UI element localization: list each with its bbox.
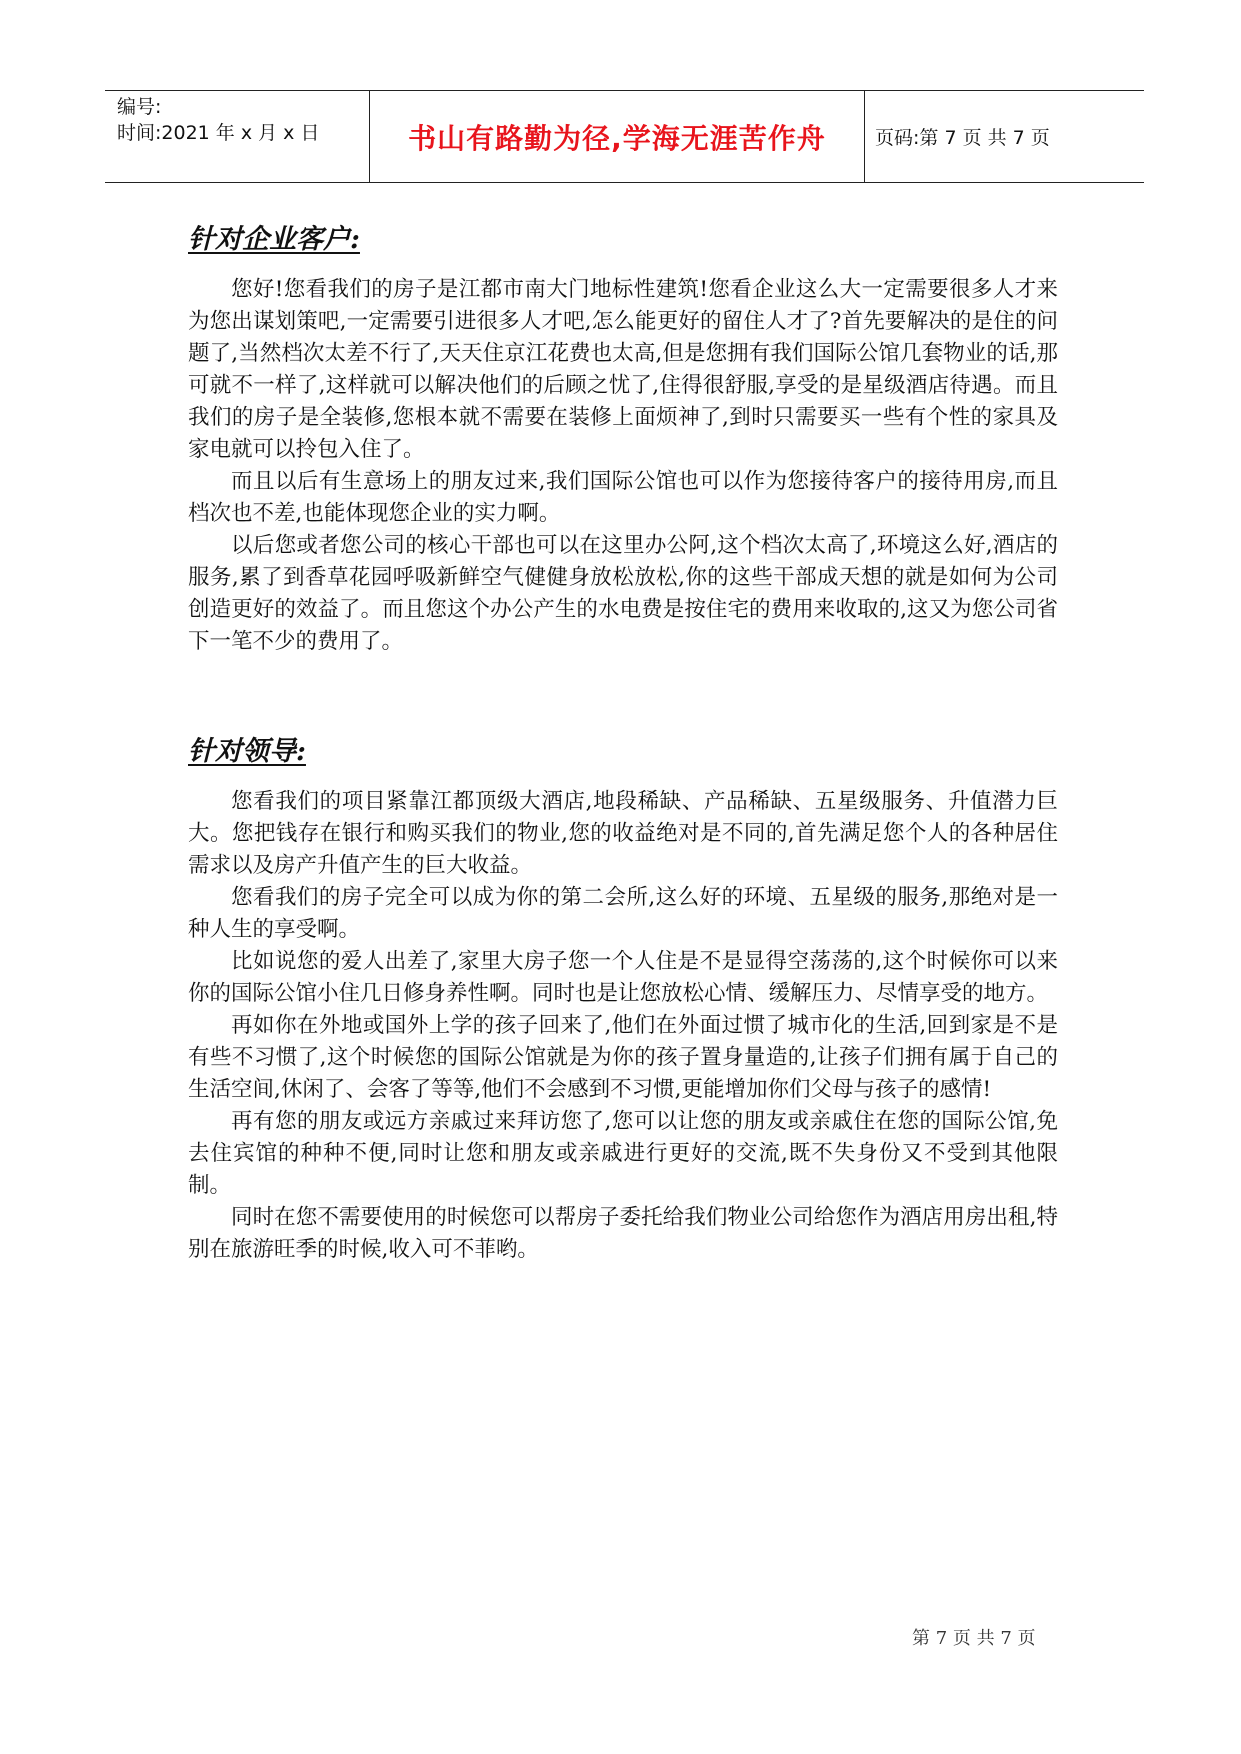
section-leaders <box>188 734 1058 1266</box>
document-body <box>188 222 1058 1266</box>
paragraph: 再有您的朋友或远方亲戚过来拜访您了,您可以让您的朋友或亲戚住在您的国际公馆,免去住宾馆的种种不便,同时让您和朋友或亲戚进行更好的交流,既不失身份又不受到其他限制。 <box>188 1109 1058 1198</box>
header-motto: 书山有路勤为径,学海无涯苦作舟 <box>408 121 826 155</box>
paragraph: 而且以后有生意场上的朋友过来,我们国际公馆也可以作为您接待客户的接待用房,而且档次也不差,也能体现您企业的实力啊。 <box>188 469 1058 526</box>
paragraph: 同时在您不需要使用的时候您可以帮房子委托给我们物业公司给您作为酒店用房出租,特别在旅游旺季的时候,收入可不菲哟。 <box>188 1205 1058 1262</box>
paragraph: 您看我们的房子完全可以成为你的第二会所,这么好的环境、五星级的服务,那绝对是一种人生的享受啊。 <box>188 885 1058 942</box>
header-page-cell <box>865 91 1144 182</box>
section-title: 针对领导: <box>188 736 306 767</box>
paragraph: 以后您或者您公司的核心干部也可以在这里办公阿,这个档次太高了,环境这么好,酒店的服务,累了到香草花园呼吸新鲜空气健健身放松放松,你的这些干部成天想的就是如何为公司创造更好的效益了。而且您这个办公产生的水电费是按住宅的费用来收取的,这又为您公司省下一笔不少的费用了。 <box>188 533 1058 654</box>
paragraph: 比如说您的爱人出差了,家里大房子您一个人住是不是显得空荡荡的,这个时候你可以来你的国际公馆小住几日修身养性啊。同时也是让您放松心情、缓解压力、尽情享受的地方。 <box>188 949 1058 1006</box>
section-title: 针对企业客户: <box>188 224 360 255</box>
paragraph: 您看我们的项目紧靠江都顶级大酒店,地段稀缺、产品稀缺、五星级服务、升值潜力巨大。您把钱存在银行和购买我们的物业,您的收益绝对是不同的,首先满足您个人的各种居住需求以及房产升值产生的巨大收益。 <box>188 789 1058 878</box>
page-footer-number: 第 7 页 共 7 页 <box>912 1628 1036 1649</box>
document-date-label: 时间:2021 年 x 月 x 日 <box>117 122 320 144</box>
page-header <box>105 90 1144 183</box>
paragraph: 再如你在外地或国外上学的孩子回来了,他们在外面过惯了城市化的生活,回到家是不是有些不习惯了,这个时候您的国际公馆就是为你的孩子置身量造的,让孩子们拥有属于自己的生活空间,休闲了、会客了等等,他们不会感到不习惯,更能增加你们父母与孩子的感情! <box>188 1013 1058 1102</box>
header-info-cell <box>105 91 370 182</box>
paragraph: 您好!您看我们的房子是江都市南大门地标性建筑!您看企业这么大一定需要很多人才来为您出谋划策吧,一定需要引进很多人才吧,怎么能更好的留住人才了?首先要解决的是住的问题了,当然档次太差不行了,天天住京江花费也太高,但是您拥有我们国际公馆几套物业的话,那可就不一样了,这样就可以解决他们的后顾之忧了,住得很舒服,享受的是星级酒店待遇。而且我们的房子是全装修,您根本就不需要在装修上面烦神了,到时只需要买一些有个性的家具及家电就可以拎包入住了。 <box>188 277 1058 462</box>
section-enterprise-clients <box>188 222 1058 658</box>
header-motto-cell <box>370 91 865 182</box>
header-page-number: 页码:第 7 页 共 7 页 <box>875 127 1050 149</box>
document-number-label: 编号: <box>117 96 162 118</box>
